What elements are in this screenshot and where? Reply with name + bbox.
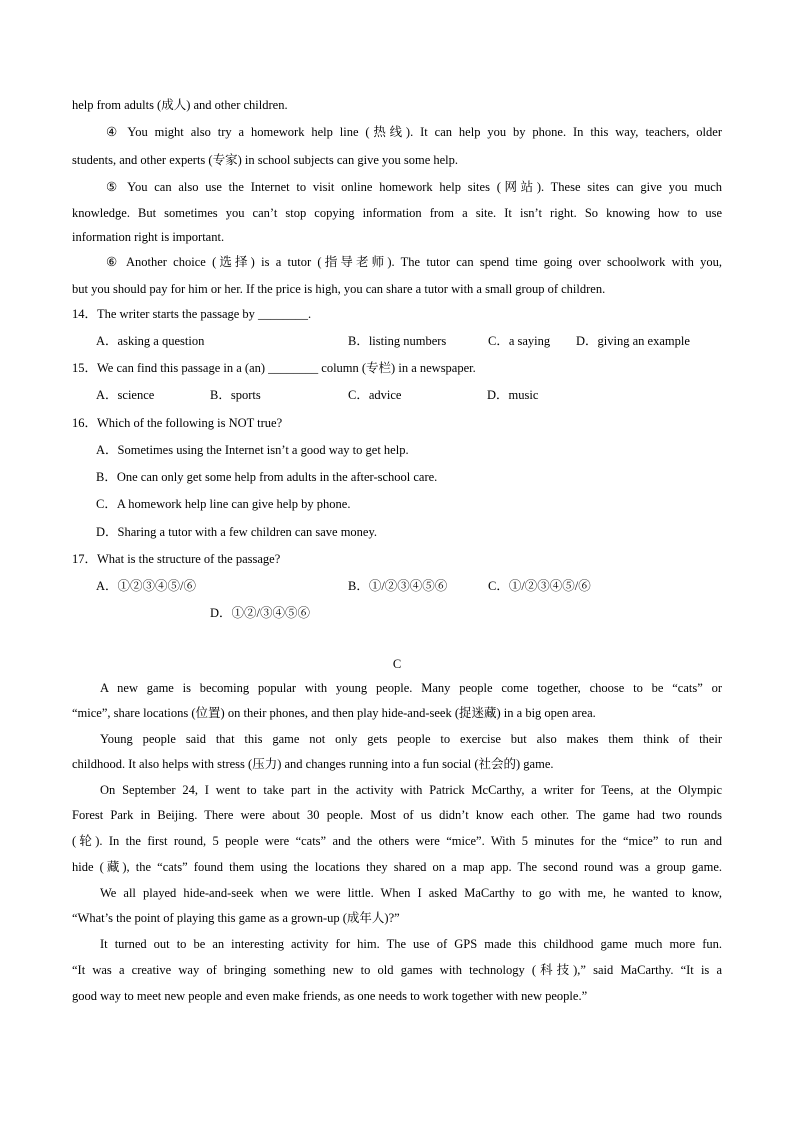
passage-c-paragraph-2: Young people said that this game not only gets people to exercise but also makes them think of their <box>100 732 722 746</box>
question-15-stem: 15．We can find this passage in a (an) ________ column (专栏) in a newspaper. <box>72 361 476 375</box>
passage-c-paragraph-3: On September 24, I went to take part in the activity with Patrick McCarthy, a writer for Teens, at the Olympic <box>100 783 722 797</box>
passage-c-paragraph-5-cont: “It was a creative way of bringing something new to old games with technology (科技),” said MaCarthy. “It is a <box>72 963 722 977</box>
question-14-option-b: B．listing numbers <box>348 334 447 348</box>
passage-c-paragraph-3-cont: Forest Park in Beijing. There were about 30 people. Most of us didn’t know each other. The game had two rounds <box>72 808 722 822</box>
question-17-option-c: C．①/②③④⑤/⑥ <box>488 579 591 593</box>
passage-c-paragraph-4: We all played hide-and-seek when we were little. When I asked MaCarthy to go with me, he wanted to know, <box>100 886 722 900</box>
question-14-option-c: C．a saying <box>488 334 551 348</box>
question-14-option-a: A．asking a question <box>96 334 205 348</box>
question-15-option-d: D．music <box>487 388 539 402</box>
question-16-option-c: C．A homework help line can give help by phone. <box>96 497 351 511</box>
question-17-option-d: D．①②/③④⑤⑥ <box>210 606 311 620</box>
question-17-option-b: B．①/②③④⑤⑥ <box>348 579 448 593</box>
question-15-option-c: C．advice <box>348 388 402 402</box>
passage-b-paragraph-6-cont: but you should pay for him or her. If the price is high, you can share a tutor with a small group of children. <box>72 282 606 296</box>
passage-b-paragraph-4: ④ You might also try a homework help line (热线). It can help you by phone. In this way, teachers, older <box>106 125 722 139</box>
passage-b-line: help from adults (成人) and other children. <box>72 98 288 112</box>
passage-c-paragraph-4-cont: “What’s the point of playing this game as a grown-up (成年人)?” <box>72 911 400 925</box>
passage-c-paragraph-3-cont: (轮). In the first round, 5 people were “cats” and the others were “mice”. With 5 minutes for the “mice” to run and <box>72 834 722 848</box>
question-17-option-a: A．①②③④⑤/⑥ <box>96 579 197 593</box>
passage-b-paragraph-5-end: information right is important. <box>72 230 225 244</box>
passage-c-paragraph-1-cont: “mice”, share locations (位置) on their phones, and then play hide-and-seek (捉迷藏) in a big open area. <box>72 706 596 720</box>
passage-b-paragraph-5-cont: knowledge. But sometimes you can’t stop copying information from a site. It isn’t right. So knowing how to use <box>72 206 722 220</box>
question-16-option-a: A．Sometimes using the Internet isn’t a good way to get help. <box>96 443 409 457</box>
passage-c-paragraph-1: A new game is becoming popular with young people. Many people come together, choose to be “cats” or <box>100 681 722 695</box>
passage-b-paragraph-5: ⑤ You can also use the Internet to visit online homework help sites (网站). These sites can give you much <box>106 180 722 194</box>
passage-c-paragraph-2-cont: childhood. It also helps with stress (压力) and changes running into a fun social (社会的) game. <box>72 757 554 771</box>
question-16-option-d: D．Sharing a tutor with a few children can save money. <box>96 525 378 539</box>
passage-c-paragraph-5-end: good way to meet new people and even make friends, as one needs to work together with new people.” <box>72 989 588 1003</box>
question-15-option-a: A．science <box>96 388 155 402</box>
passage-c-heading: C <box>392 657 402 671</box>
passage-b-paragraph-6: ⑥ Another choice (选择) is a tutor (指导老师). The tutor can spend time going over schoolwork with you, <box>106 255 722 269</box>
passage-c-paragraph-3-end: hide (藏), the “cats” found them using the locations they shared on a map app. The second round was a group game. <box>72 860 722 874</box>
question-14-option-d: D．giving an example <box>576 334 690 348</box>
question-16-stem: 16．Which of the following is NOT true? <box>72 416 283 430</box>
question-15-option-b: B．sports <box>210 388 261 402</box>
passage-c-paragraph-5: It turned out to be an interesting activity for him. The use of GPS made this childhood game much more fun. <box>100 937 722 951</box>
question-17-stem: 17．What is the structure of the passage? <box>72 552 281 566</box>
passage-b-paragraph-4-cont: students, and other experts (专家) in school subjects can give you some help. <box>72 153 459 167</box>
question-16-option-b: B．One can only get some help from adults in the after-school care. <box>96 470 438 484</box>
question-14-stem: 14．The writer starts the passage by ________. <box>72 307 312 321</box>
